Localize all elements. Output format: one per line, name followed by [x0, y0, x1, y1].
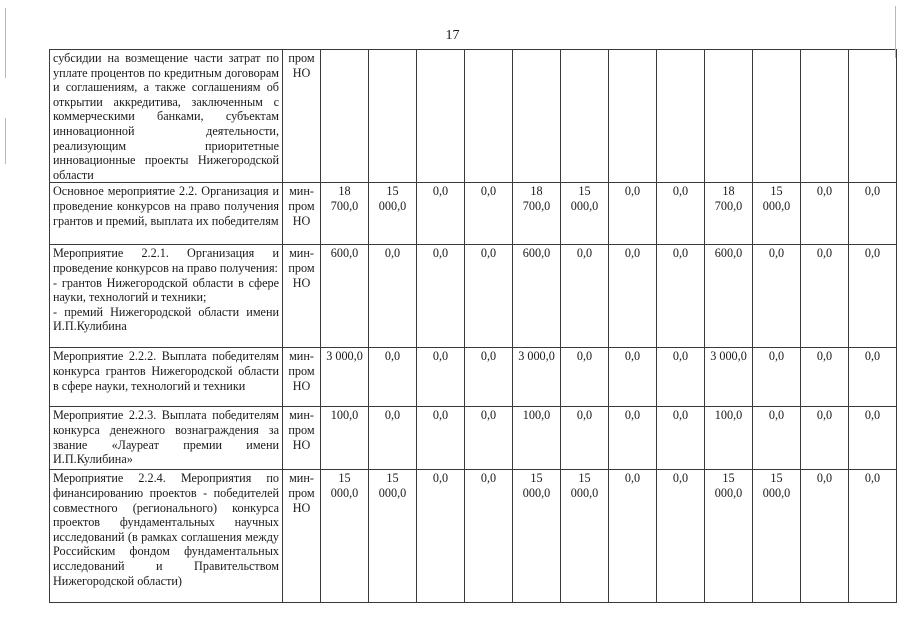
table-row [50, 407, 897, 470]
event-name-cell: Мероприятие 2.2.3. Выплата победителям конкурса денежного вознаграждения за звание «Лауреат премии имени И.П.Кулибина» [50, 407, 283, 470]
value-cell: 0,0 [417, 245, 465, 348]
executor-cell: мин-пром НО [283, 183, 321, 245]
value-cell: 0,0 [801, 470, 849, 603]
value-cell: 0,0 [465, 348, 513, 407]
value-cell: 0,0 [657, 407, 705, 470]
value-cell: 0,0 [801, 245, 849, 348]
event-name-list-item: - грантов Нижегородской области в сфере науки, технологий и техники; [53, 275, 279, 305]
value-cell: 18 700,0 [705, 183, 753, 245]
value-cell: 600,0 [705, 245, 753, 348]
value-cell: 0,0 [417, 407, 465, 470]
value-cell: 0,0 [609, 183, 657, 245]
value-cell: 15 000,0 [753, 470, 801, 603]
event-name-cell: Основное мероприятие 2.2. Организация и проведение конкурсов на право получения грантов и премий, выплата их победителям [50, 183, 283, 245]
value-cell: 0,0 [801, 183, 849, 245]
value-cell: 15 000,0 [561, 470, 609, 603]
value-cell [513, 50, 561, 183]
scan-mark [5, 8, 6, 78]
value-cell: 0,0 [465, 245, 513, 348]
value-cell: 18 700,0 [321, 183, 369, 245]
executor-cell: мин-пром НО [283, 470, 321, 603]
value-cell [369, 50, 417, 183]
value-cell: 15 000,0 [369, 183, 417, 245]
table-row [50, 245, 897, 348]
event-name-cell: субсидии на возмещение части затрат по уплате процентов по кредитным договорам и соглашениям, а также соглашениям об открытии аккредитива, заключенным с коммерческими банками, субъектам инновационной деятельности, реализующим приоритетные инновационные проекты Нижегородской области [50, 50, 283, 183]
value-cell: 0,0 [609, 245, 657, 348]
value-cell: 0,0 [561, 245, 609, 348]
value-cell: 0,0 [609, 348, 657, 407]
value-cell: 100,0 [705, 407, 753, 470]
value-cell: 0,0 [849, 470, 897, 603]
value-cell: 0,0 [801, 407, 849, 470]
value-cell: 0,0 [849, 183, 897, 245]
value-cell: 0,0 [561, 407, 609, 470]
value-cell: 0,0 [609, 407, 657, 470]
event-name-cell: Мероприятие 2.2.2. Выплата победителям конкурса грантов Нижегородской области в сфере науки, технологий и техники [50, 348, 283, 407]
value-cell: 0,0 [465, 183, 513, 245]
value-cell: 15 000,0 [513, 470, 561, 603]
value-cell: 100,0 [513, 407, 561, 470]
value-cell: 0,0 [657, 183, 705, 245]
executor-cell: мин-пром НО [283, 245, 321, 348]
value-cell: 100,0 [321, 407, 369, 470]
value-cell [321, 50, 369, 183]
value-cell: 0,0 [609, 470, 657, 603]
value-cell: 0,0 [849, 245, 897, 348]
value-cell [609, 50, 657, 183]
value-cell: 3 000,0 [705, 348, 753, 407]
value-cell: 3 000,0 [321, 348, 369, 407]
table-row [50, 183, 897, 245]
value-cell [849, 50, 897, 183]
value-cell: 0,0 [369, 348, 417, 407]
value-cell: 0,0 [369, 245, 417, 348]
table-row [50, 348, 897, 407]
value-cell: 600,0 [513, 245, 561, 348]
value-cell: 0,0 [801, 348, 849, 407]
executor-cell: пром НО [283, 50, 321, 183]
budget-table [49, 49, 897, 603]
event-name-list-item: - премий Нижегородской области имени И.П.Кулибина [53, 304, 279, 334]
value-cell: 0,0 [657, 470, 705, 603]
page-number: 17 [445, 28, 460, 43]
event-name-cell: Мероприятие 2.2.4. Мероприятия по финансированию проектов - победителей совместного (регионального) конкурса проектов фундаментальных научных исследований (в рамках соглашения между Российским фондом фундаментальных исследований и Правительством Нижегородской области) [50, 470, 283, 603]
executor-cell: мин-пром НО [283, 348, 321, 407]
value-cell [465, 50, 513, 183]
value-cell: 0,0 [417, 470, 465, 603]
value-cell [801, 50, 849, 183]
value-cell: 0,0 [657, 245, 705, 348]
value-cell [657, 50, 705, 183]
value-cell: 3 000,0 [513, 348, 561, 407]
value-cell: 0,0 [369, 407, 417, 470]
value-cell [753, 50, 801, 183]
value-cell: 0,0 [753, 245, 801, 348]
table-row [50, 470, 897, 603]
value-cell: 0,0 [657, 348, 705, 407]
value-cell: 0,0 [417, 348, 465, 407]
value-cell [561, 50, 609, 183]
value-cell: 15 000,0 [561, 183, 609, 245]
value-cell: 15 000,0 [321, 470, 369, 603]
executor-cell: мин-пром НО [283, 407, 321, 470]
value-cell: 0,0 [465, 470, 513, 603]
value-cell: 0,0 [465, 407, 513, 470]
value-cell: 0,0 [849, 348, 897, 407]
event-name-cell [50, 245, 283, 348]
value-cell [705, 50, 753, 183]
value-cell: 600,0 [321, 245, 369, 348]
value-cell [417, 50, 465, 183]
scan-mark [895, 6, 896, 58]
table-row [50, 50, 897, 183]
value-cell: 15 000,0 [753, 183, 801, 245]
value-cell: 0,0 [753, 407, 801, 470]
value-cell: 0,0 [849, 407, 897, 470]
value-cell: 15 000,0 [705, 470, 753, 603]
value-cell: 0,0 [561, 348, 609, 407]
scan-mark [5, 118, 6, 164]
value-cell: 18 700,0 [513, 183, 561, 245]
value-cell: 0,0 [753, 348, 801, 407]
event-name-text: Мероприятие 2.2.1. Организация и проведение конкурсов на право получения: [53, 246, 279, 275]
value-cell: 15 000,0 [369, 470, 417, 603]
value-cell: 0,0 [417, 183, 465, 245]
